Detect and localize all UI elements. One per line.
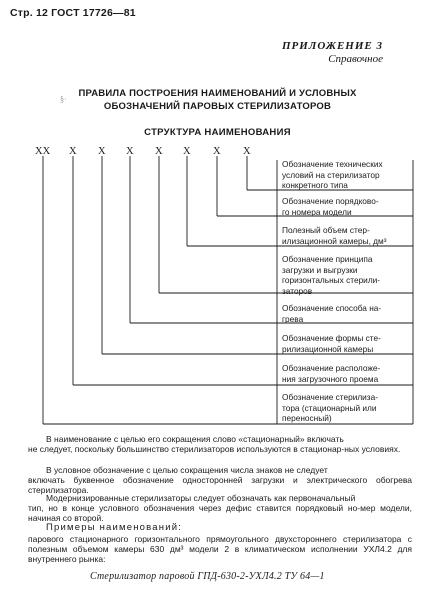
label-line: Обозначение расположе- bbox=[282, 363, 381, 373]
label-line: Обозначение технических bbox=[282, 159, 383, 169]
position-marker: ХХ bbox=[35, 146, 51, 157]
position-marker: Х bbox=[98, 146, 106, 157]
label-line: рилизационной камеры bbox=[282, 343, 374, 354]
title-line-2: ОБОЗНАЧЕНИЙ ПАРОВЫХ СТЕРИЛИЗАТОРОВ bbox=[103, 100, 332, 112]
page-header: Стр. 12 ГОСТ 17726—81 bbox=[10, 7, 136, 19]
label-line: Обозначение способа на- bbox=[282, 303, 382, 313]
label-line: загрузки и выгрузки bbox=[282, 264, 358, 275]
position-marker: Х bbox=[213, 146, 221, 157]
label-line: тора (стационарный или bbox=[282, 402, 377, 413]
label-line: илизационной камеры, дм³ bbox=[282, 235, 387, 246]
label-loading-principle bbox=[282, 254, 416, 296]
label-line: конкретного типа bbox=[282, 180, 348, 190]
label-line: го номера модели bbox=[282, 206, 352, 217]
label-line: переносный) bbox=[282, 413, 332, 423]
label-chamber-volume bbox=[282, 225, 416, 246]
examples-heading: Примеры наименований: bbox=[46, 522, 183, 533]
label-line: горизонтальных стерили- bbox=[282, 275, 381, 285]
label-line: грева bbox=[282, 313, 304, 324]
label-line: заторов bbox=[282, 285, 313, 296]
label-line: Полезный объем стер- bbox=[282, 225, 370, 235]
label-line: условий на стерилизатор bbox=[282, 169, 380, 180]
label-line: Обозначение порядково- bbox=[282, 196, 379, 206]
paragraph bbox=[28, 434, 412, 454]
paragraph-text: не следует, поскольку большинство стерилизаторов используются в стационар-ных условиях. bbox=[28, 444, 401, 455]
paragraph-first-line: Модернизированные стерилизаторы следует обозначать как первоначальный bbox=[46, 493, 356, 503]
position-marker: Х bbox=[183, 146, 191, 157]
label-line: ния загрузочного проема bbox=[282, 373, 379, 384]
label-tu-designation bbox=[282, 159, 416, 191]
example-designation: Стерилизатор паровой ГПД-630-2-УХЛ4.2 ТУ 64—1 bbox=[90, 571, 325, 582]
position-marker: Х bbox=[243, 146, 251, 157]
appendix-type: Справочное bbox=[328, 53, 383, 65]
position-markers bbox=[35, 146, 251, 157]
label-opening-location bbox=[282, 363, 416, 384]
label-line: Обозначение принципа bbox=[282, 254, 373, 264]
position-marker: Х bbox=[69, 146, 77, 157]
example-text: парового стационарного горизонтального прямоугольного двухстороннего стерилизатора с полезным объемом камеры 630 дм³ модели 2 в климатическом исполнении УХЛ4.2 для внутреннего рынка: bbox=[28, 534, 412, 565]
paragraph bbox=[28, 493, 412, 524]
paragraph-first-line: В условное обозначение с целью сокращения числа знаков не следует bbox=[46, 465, 328, 475]
label-line: Обозначение формы сте- bbox=[282, 333, 381, 343]
label-model-number bbox=[282, 196, 416, 217]
paragraph-text: тип, но в конце условного обозначения через дефис ставится порядковый но-мер модели, начиная со второй. bbox=[28, 503, 412, 524]
section-title: СТРУКТУРА НАИМЕНОВАНИЯ bbox=[144, 127, 291, 138]
margin-mark: §· bbox=[60, 95, 67, 104]
paragraph bbox=[28, 465, 412, 496]
position-marker: Х bbox=[126, 146, 134, 157]
label-line: Обозначение стерилиза- bbox=[282, 392, 378, 402]
paragraph-text: включать буквенное обозначение односторонней загрузки и электрического обогрева стерилизатора. bbox=[28, 475, 412, 496]
label-chamber-shape bbox=[282, 333, 416, 354]
paragraph-first-line: В наименование с целью его сокращения слово «стационарный» включать bbox=[46, 434, 344, 444]
label-heating-method bbox=[282, 303, 416, 324]
appendix-number: ПРИЛОЖЕНИЕ 3 bbox=[281, 40, 383, 52]
title-line-1: ПРАВИЛА ПОСТРОЕНИЯ НАИМЕНОВАНИЙ И УСЛОВНЫХ bbox=[78, 88, 357, 99]
position-marker: Х bbox=[155, 146, 163, 157]
label-sterilizer-type bbox=[282, 392, 416, 424]
